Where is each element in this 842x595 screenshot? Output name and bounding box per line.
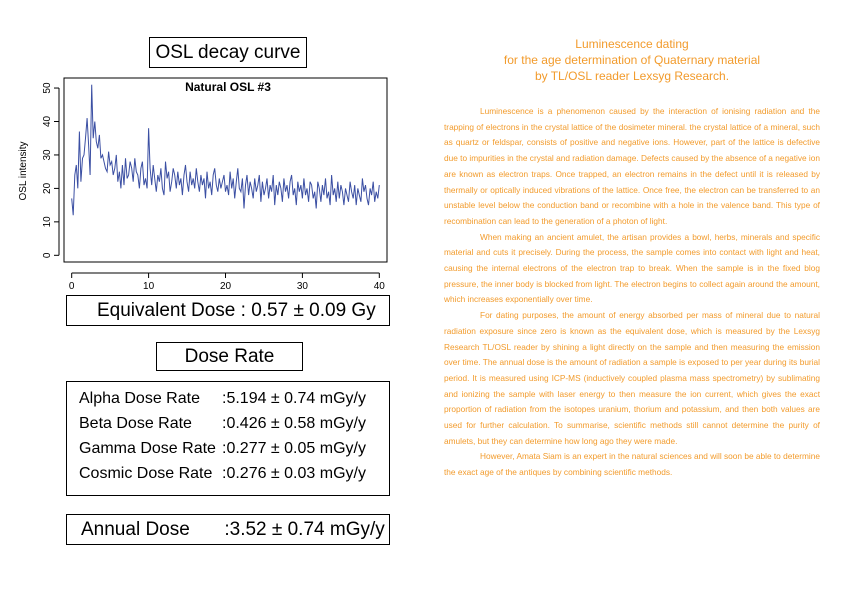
osl-decay-curve-title: OSL decay curve: [149, 37, 307, 68]
x-tick-label: 20: [219, 281, 232, 290]
dose-rate-title: Dose Rate: [156, 342, 303, 371]
article-body: [444, 104, 820, 481]
chart-y-axis-label: OSL intensity: [18, 141, 29, 201]
rate-label: Alpha Dose Rate: [79, 390, 200, 407]
y-tick-label: 40: [42, 115, 53, 128]
dose-rates-box: [66, 381, 390, 496]
article-title: [444, 36, 820, 84]
rate-value: :0.276 ± 0.03 mGy/y: [222, 465, 366, 482]
equivalent-dose-value: : 0.57 ± 0.09 Gy: [240, 300, 376, 321]
annual-dose-label: Annual Dose: [81, 519, 190, 540]
rate-value: :0.426 ± 0.58 mGy/y: [222, 415, 366, 432]
rate-label: Gamma Dose Rate: [79, 440, 216, 457]
article-paragraph: For dating purposes, the amount of energy absorbed per mass of mineral due to natural radiation exposure since zero is known as the equivalent dose, which is measured by the Lexsyg Research TL/OSL reader by shining a light directly on the sample and then measuring the emission over time. The annual dose is the amount of radiation a sample is exposed to per year during its burial period. It is measured using ICP-MS (inductively coupled plasma mass spectrometry) by sublimating and ionizing the sample with laser energy to then measure the ion current, which gives the exact proportion of radiation from the isotopes uranium, thorium and potassium, and then both values are used for further calculation. To summarise, scientific methods still cannot determine the purity of amulets, but they can determine how long ago they were made.: [444, 310, 820, 446]
y-tick-label: 50: [42, 82, 53, 94]
y-tick-label: 10: [42, 216, 53, 228]
article-title-line: Luminescence dating: [575, 37, 689, 51]
article-paragraph: However, Amata Siam is an expert in the natural sciences and will soon be able to determine the exact age of the antiques by combining scientific methods.: [444, 451, 820, 478]
y-tick-label: 20: [42, 182, 53, 194]
rate-label: Beta Dose Rate: [79, 415, 192, 432]
article-title-line: for the age determination of Quaternary material: [503, 53, 761, 67]
annual-dose-box: [66, 514, 390, 545]
osl-chart: [0, 70, 400, 290]
rate-value: :0.277 ± 0.05 mGy/y: [222, 440, 366, 457]
article-paragraph: Luminescence is a phenomenon caused by the interaction of ionising radiation and the trapping of electrons in the crystal lattice of the dosimeter mineral. the crystal lattice of a mineral, such as quartz or feldspar, consists of positive and negative ions. However, part of the lattice is defective due to impurities in the crystal and radiation damage. Defects caused by the absence of a negative ion are known as electron traps. Once trapped, an electron remains in the defect until it is released by thermally or optically induced vibrations of the lattice. Once free, the electron can be transferred to an unstable level below the conduction band or recombine with a hole in the valence band. This type of recombination can lead to the generation of a photon of light.: [444, 106, 820, 226]
equivalent-dose-box: [66, 295, 390, 326]
x-tick-label: 40: [373, 281, 385, 290]
osl-series-line: [72, 85, 380, 216]
annual-dose-value: :3.52 ± 0.74 mGy/y: [224, 519, 385, 540]
rate-label: Cosmic Dose Rate: [79, 465, 213, 482]
x-tick-label: 10: [143, 281, 155, 290]
rate-value: :5.194 ± 0.74 mGy/y: [222, 390, 366, 407]
y-tick-label: 0: [42, 252, 53, 259]
chart-title: Natural OSL #3: [185, 80, 271, 94]
article-title-line: by TL/OSL reader Lexsyg Research.: [534, 69, 730, 83]
x-tick-label: 30: [296, 281, 308, 290]
x-tick-label: 0: [68, 281, 75, 290]
equivalent-dose-label: Equivalent Dose: [97, 300, 236, 321]
article: [444, 36, 820, 481]
y-tick-label: 30: [42, 149, 53, 161]
article-paragraph: When making an ancient amulet, the artisan provides a bowl, herbs, minerals and specific material and cuts it precisely. During the process, the sample comes into contact with light and heat, causing the internal electrons of the electron trap to break. When the sample is in the fixed blog pressure, the inner body is blocked from light. The electron begins to collect again around the amount, which increases exponentially over time.: [444, 231, 820, 305]
